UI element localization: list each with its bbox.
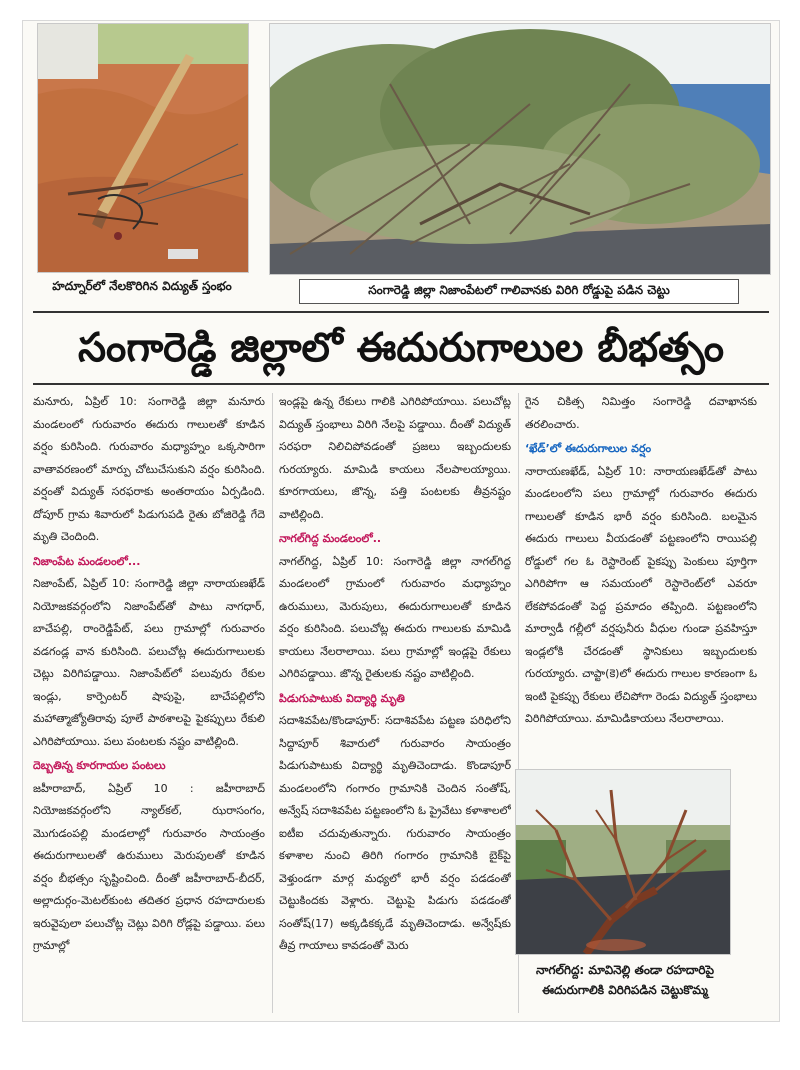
column2-subheading-2: పిడుగుపాటుకు విద్యార్థి మృతి <box>279 691 405 705</box>
broken-branch-image <box>516 770 730 954</box>
right-photo-caption: సంగారెడ్డి జిల్లా నిజాంపేటలో గాలివానకు విరిగి రోడ్డుపై పడిన చెట్టు <box>299 279 739 304</box>
column1-paragraph-2: నిజాంపేట్‌, ఏప్రిల్‌ 10: సంగారెడ్డి జిల్లా నారాయణఖేడ్‌ నియోజకవర్గంలోని నిజాంపేట్‌తో పాటు నాగధార్‌, బాచేపల్లి, రాంరెడ్డిపేట్‌, పలు గ్రామాల్లో గురువారం వడగండ్ల వాన కురిసింది. పలుచోట్ల ఈదురుగాలులకు చెట్లు విరిగిపడ్డాయి. నిజాంపేట్‌లో పలువురు రేకుల ఇండ్లు, కార్పెంటర్‌ షాపుపై, బాచేపల్లిలోని మహాత్మాజ్యోతిరావు పూలే పాఠశాలపై పైకప్పులు రేకులి ఎగిరిపోయాయి. పలు పంటలకు నష్టం వాటిల్లింది. <box>33 577 265 748</box>
left-photo-caption: హద్నూర్‌లో నేలకొరిగిన విద్యుత్‌ స్తంభం <box>52 279 232 293</box>
column2-paragraph-2: నాగల్‌గిద్ద, ఏప్రిల్‌ 10: సంగారెడ్డి జిల్లా నాగల్‌గిద్ద మండలంలో గ్రామంలో గురువారం మధ్యాహ్నం ఉరుములు, మెరుపులు, ఈదురుగాలులతో కూడిన వర్షం కురిసింది. పలుచోట్ల ఈదురు గాలులకు మామిడి కాయలు నేలరాలాయి. పలు గ్రామాల్లో ఇండ్లపై రేకులు ఎగిరిపడ్డాయి. జొన్న రైతులకు నష్టం వాటిల్లింది. <box>279 554 511 680</box>
column3-paragraph-1: గైన చికిత్స నిమిత్తం సంగారెడ్డి దవాఖానకు తరలించారు. <box>525 395 757 431</box>
fallen-pole-image <box>38 24 248 272</box>
column1-subheading-1: నిజాంపేట మండలంలో... <box>33 554 141 568</box>
bottom-photo-caption-line-2: ఈదురుగాలికి విరిగిపడిన చెట్టుకొమ్మ <box>542 983 708 997</box>
column1-paragraph-3: జహీరాబాద్‌, ఏప్రిల్‌ 10 : జహీరాబాద్‌ నియోజకవర్గంలోని న్యాల్‌కల్‌, ఝరాసంగం, మొగుడంపల్లి మండలాల్లో గురువారం సాయంత్రం ఈదురుగాలులతో ఉరుములు మెరుపులతో కూడిన వర్షం బీభత్సం సృష్టించింది. దీంతో జహీరాబాద్‌-బీదర్‌, అల్లాదుర్గం-మెటల్‌కుంట తదితర ప్రధాన రహదారులకు ఇరువైపులా పలుచోట్ల చెట్లు విరిగి రోడ్లపై పడ్డాయి. పలు గ్రామాల్లో <box>33 781 265 952</box>
column2-subheading-1: నాగల్‌గిద్ద మండలంలో.. <box>279 532 382 545</box>
headline: సంగారెడ్డి జిల్లాలో ఈదురుగాలుల బీభత్సం <box>77 325 725 371</box>
bottom-photo-caption-line-1: నాగల్‌గిద్ద: మావినెల్లి తండా రహదారిపై <box>535 963 714 977</box>
column-divider-1 <box>272 393 273 1013</box>
column3-paragraph-2: నారాయణఖేడ్‌, ఏప్రిల్‌ 10: నారాయణఖేడ్‌తో పాటు మండలంలోని పలు గ్రామాల్లో గురువారం ఈదురు గాలులతో కూడిన భారీ వర్షం కురిసింది. బలమైన ఈదురు గాలులు వీయడంతో పట్టణంలోని రాయిపల్లి రోడ్డులో గల ఓ రెస్టారెంట్‌ పైకప్పు పెంకులు పూర్తిగా ఎగిరిపోగా ఆ సమయంలో రెస్టారెంట్‌లో ఎవరూ లేకపోవడంతో పెద్ద ప్రమాదం తప్పింది. పట్టణంలోని మార్వాడీ గల్లీలో వర్షపునీరు వీధుల గుండా ప్రవహిస్తూ ఇండ్లలోకి చేరడంతో స్థానికులు ఇబ్బందులకు గురయ్యారు. చాప్టా(కె)లో ఈదురు గాలుల కారణంగా ఓ ఇంటి పైకప్పు రేకులు లేచిపోగా రెండు విద్యుత్‌ స్తంభాలు విరిగిపోయాయి. మామిడికాయలు నేలరాలాయి. <box>525 464 757 725</box>
newspaper-page <box>22 20 780 1022</box>
fallen-tree-image <box>270 24 770 274</box>
column3-subheading-1: ‘ఖేడ్‌’లో ఈదురుగాలుల వర్షం <box>525 442 652 455</box>
column2-paragraph-3: సదాశివపేట/కొండాపూర్‌: సదాశివపేట పట్టణ పరిధిలోని సిద్దాపూర్‌ శివారులో గురువారం సాయంత్రం పిడుగుపాటుకు విద్యార్థి మృతిచెందాడు. కొండాపూర్‌ మండలంలోని గంగారం గ్రామానికి చెందిన సంతోష్‌, అన్వేష్‌ సదాశివపేట పట్టణంలోని ఓ ప్రైవేటు కళాశాలలో ఐటీఐ చదువుతున్నారు. గురువారం సాయంత్రం కళాశాల నుంచి తిరిగి గంగారం గ్రామానికి బైక్‌పై వెళ్తుండగా మార్గ మధ్యలో భారీ వర్షం పడడంతో చెట్టుకిందకు వెళ్లారు. చెట్టుపై పిడుగు పడడంతో సంతోష్‌(17) అక్కడికక్కడే మృతిచెందాడు. అన్వేష్‌కు తీవ్ర గాయాలు కావడంతో మెరు <box>279 714 511 952</box>
column2-paragraph-1: ఇండ్లపై ఉన్న రేకులు గాలికి ఎగిరిపోయాయి. పలుచోట్ల విద్యుత్‌ స్తంభాలు విరిగి నేలపై పడ్డాయి. దీంతో విద్యుత్‌ సరఫరా నిలిచిపోవడంతో ప్రజలు ఇబ్బందులకు గురయ్యారు. మామిడి కాయలు నేలపాలయ్యాయి. కూరగాయలు, జొన్న, పత్తి పంటలకు తీవ్రనష్టం వాటిల్లింది. <box>279 395 511 521</box>
photo-broken-branch <box>515 769 731 955</box>
column1-subheading-2: దెబ్బతిన్న కూరగాయల పంటలు <box>33 759 166 772</box>
headline-bottom-rule <box>33 383 769 385</box>
photo-fallen-tree <box>269 23 771 275</box>
photo-fallen-pole <box>37 23 249 273</box>
column1-paragraph-1: మనూరు, ఏప్రిల్‌ 10: సంగారెడ్డి జిల్లా మనూరు మండలంలో గురువారం ఈదురు గాలులతో కూడిన వర్షం కురిసింది. గురువారం మధ్యాహ్నం ఒక్కసారిగా వాతావరణంలో మార్పు చోటుచేసుకుని వర్షం కురిసింది. వర్షంతో విద్యుత్‌ సరఫరాకు అంతరాయం ఏర్పడింది. దోపూర్‌ గ్రామ శివారులో పిడుగుపడి రైతు బోజిరెడ్డి గేదె మృతి చెందింది. <box>33 395 265 543</box>
article-column-3 <box>525 391 757 763</box>
article-column-2 <box>279 391 511 1015</box>
article-column-1 <box>33 391 265 1015</box>
headline-top-rule <box>33 311 769 313</box>
